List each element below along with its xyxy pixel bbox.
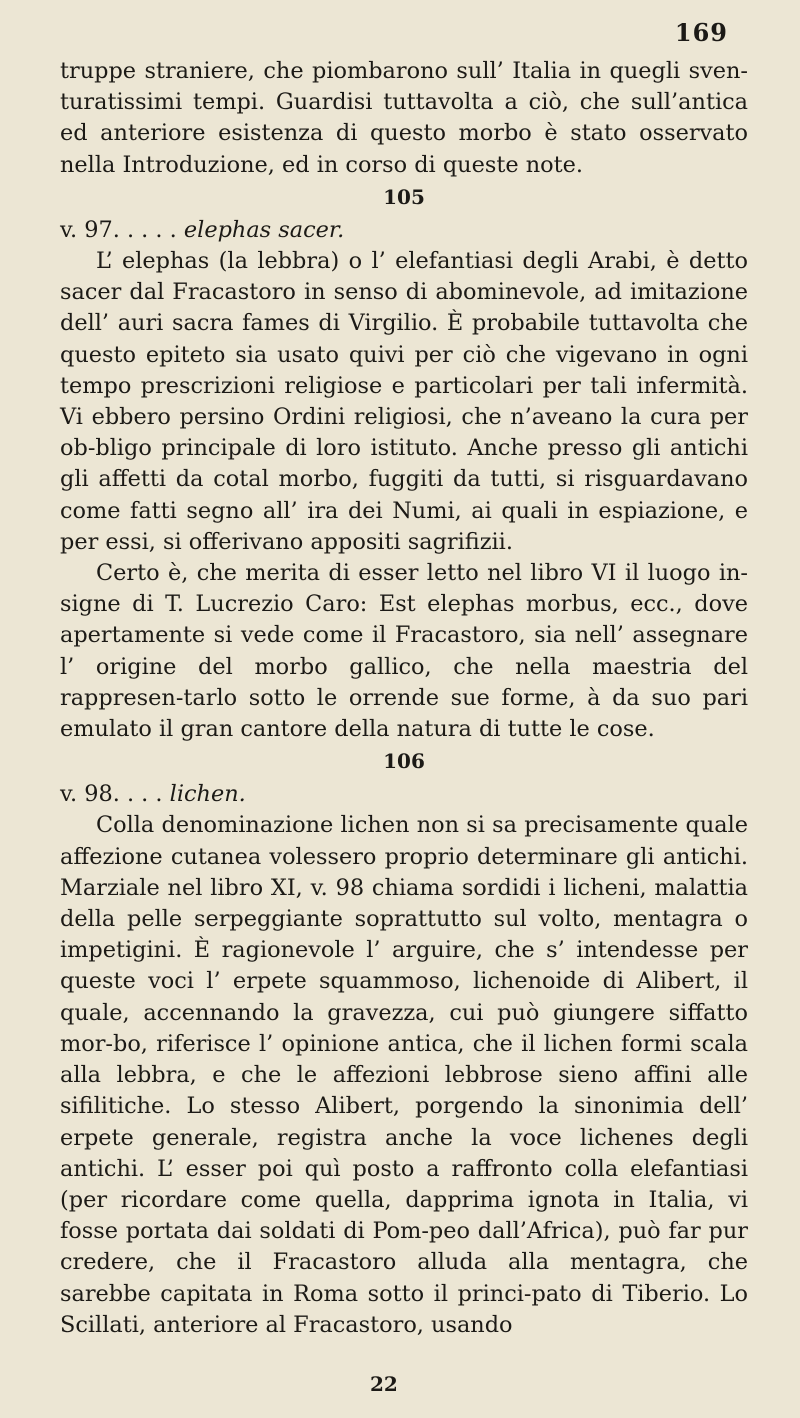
note-105-paragraph-2: Certo è, che merita di esser letto nel libro VI il luogo in-signe di T. Lucrezio Caro: Est elephas morbus, ecc., dove apertamente si vede come il Fracastoro, sia nell’ assegnare l’ origine del morbo gallico, che nella maestria del rappresen-tarlo sotto le orrende sue forme, à da suo pari emulato il gran cantore della natura di tutte le cose. xyxy=(60,560,748,743)
page-text xyxy=(60,56,748,1341)
note-106-lemma xyxy=(60,779,748,810)
signature-mark: 22 xyxy=(370,1372,398,1396)
note-105-verse-ref: v. 97. . . . . xyxy=(60,216,184,243)
note-106-verse-ref: v. 98. . . . xyxy=(60,781,170,808)
note-105-lemma xyxy=(60,215,748,246)
note-number-105: 105 xyxy=(383,184,425,209)
note-106-lemma-word: lichen. xyxy=(169,781,246,808)
note-105-lemma-word: elephas sacer. xyxy=(183,216,345,243)
note-105-paragraph-1: L’ elephas (la lebbra) o l’ elefantiasi degli Arabi, è detto sacer dal Fracastoro in senso di abominevole, ad imitazione dell’ auri sacra fames di Virgilio. È probabile tuttavolta che questo epiteto sia usato quivi per ciò che vigevano in ogni tempo prescrizioni religiose e particolari per tali infermità. Vi ebbero persino Ordini religiosi, che n’aveano la cura per ob-bligo principale di loro istituto. Anche presso gli antichi gli affetti da cotal morbo, fuggiti da tutti, si risguardavano come fatti segno all’ ira dei Numi, ai quali in espiazione, e per essi, si offerivano appositi sagrifizii. xyxy=(60,248,748,555)
intro-paragraph: truppe straniere, che piombarono sull’ Italia in quegli sven-turatissimi tempi. Guardisi tuttavolta a ciò, che sull’antica ed anteriore esistenza di questo morbo è stato osservato nella Introduzione, ed in corso di queste note. xyxy=(60,58,748,178)
note-number-106: 106 xyxy=(383,749,425,774)
note-106-paragraph-1: Colla denominazione lichen non si sa precisamente quale affezione cutanea volessero proprio determinare gli antichi. Marziale nel libro XI, v. 98 chiama sordidi i licheni, malattia della pelle serpeggiante soprattutto sul volto, mentagra o impetigini. È ragionevole l’ arguire, che s’ intendesse per queste voci l’ erpete squammoso, lichenoide di Alibert, il quale, accennando la gravezza, cui può giungere siffatto mor-bo, riferisce l’ opinione antica, che il lichen formi scala alla lebbra, e che le affezioni lebbrose sieno affini alle sifilitiche. Lo stesso Alibert, porgendo la sinonimia dell’ erpete generale, registra anche la voce lichenes degli antichi. L’ esser poi quì posto a raffronto colla elefantiasi (per ricordare come quella, dapprima ignota in Italia, vi fosse portata dai soldati di Pom-peo dall’Africa), può far pur credere, che il Fracastoro alluda alla mentagra, che sarebbe capitata in Roma sotto il princi-pato di Tiberio. Lo Scillati, anteriore al Fracastoro, usando xyxy=(60,812,748,1338)
page-number: 169 xyxy=(674,18,728,47)
